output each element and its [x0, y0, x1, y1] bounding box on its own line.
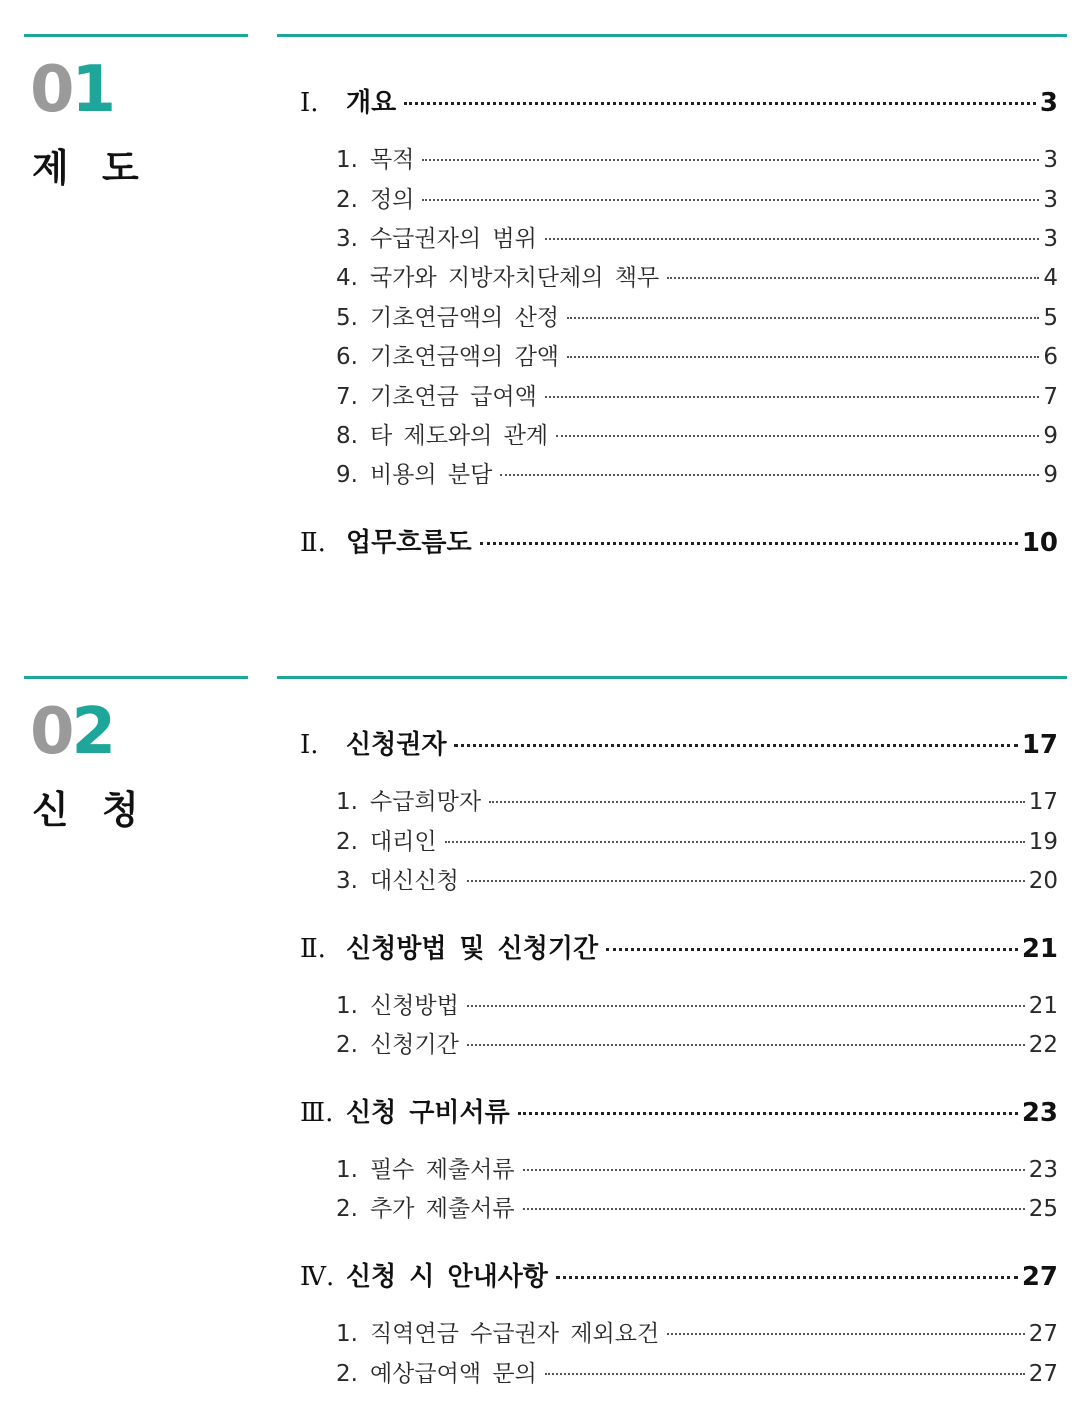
toc-entry-label: 필수 제출서류 — [369, 1157, 515, 1183]
toc-entry-page: 10 — [1021, 528, 1058, 558]
toc-entry-major[interactable] — [300, 1092, 1058, 1129]
toc-entry-number: 1. — [336, 789, 358, 815]
toc-entry-major[interactable] — [300, 724, 1058, 761]
toc-entry-number: 1. — [336, 147, 358, 173]
toc-entry-number: Ⅰ. — [300, 730, 319, 760]
chapter-title: 제 도 — [32, 146, 149, 190]
toc-entry-label: 신청방법 — [369, 993, 459, 1019]
dot-leader — [545, 1373, 1025, 1375]
toc-entry-number: 2. — [336, 1361, 358, 1387]
dot-leader — [667, 1333, 1025, 1335]
toc-entry-page: 4 — [1043, 265, 1058, 291]
toc-entry-minor[interactable] — [300, 181, 1058, 214]
toc-entry-minor[interactable] — [300, 862, 1058, 895]
toc-entry-major[interactable] — [300, 522, 1058, 559]
toc-entry-page: 5 — [1043, 305, 1058, 331]
toc-entry-minor[interactable] — [300, 1151, 1058, 1184]
dot-leader — [556, 1276, 1018, 1279]
toc-entry-label: 예상급여액 문의 — [369, 1361, 537, 1387]
chapter-number-gray: 0 — [30, 695, 72, 769]
toc-entry-number: 9. — [336, 462, 358, 488]
dot-leader — [545, 238, 1040, 240]
toc-entry-page: 7 — [1043, 384, 1058, 410]
toc-entry-page: 23 — [1028, 1157, 1058, 1183]
toc-entry-page: 17 — [1028, 789, 1058, 815]
toc-entry-label: 대신신청 — [369, 868, 459, 894]
dot-leader — [422, 199, 1039, 201]
toc-entry-label: 비용의 분담 — [369, 462, 493, 488]
chapter-rule-right — [277, 676, 1067, 679]
toc-entry-number: 3. — [336, 226, 358, 252]
chapter-number — [30, 695, 114, 769]
toc-entry-minor[interactable] — [300, 417, 1058, 450]
toc-entry-number: 7. — [336, 384, 358, 410]
chapter-number-accent: 2 — [71, 695, 114, 769]
toc-entry-minor[interactable] — [300, 141, 1058, 174]
toc-entry-label: 기초연금액의 감액 — [369, 344, 560, 370]
toc-entry-label: 직역연금 수급권자 제외요건 — [369, 1321, 660, 1347]
dot-leader — [567, 317, 1039, 319]
chapter-rule-left — [24, 676, 248, 679]
toc-entry-minor[interactable] — [300, 1315, 1058, 1348]
toc-entry-page: 25 — [1028, 1196, 1058, 1222]
dot-leader — [523, 1169, 1025, 1171]
dot-leader — [606, 948, 1018, 951]
toc-entry-minor[interactable] — [300, 220, 1058, 253]
toc-entry-minor[interactable] — [300, 378, 1058, 411]
chapter-rule-left — [24, 34, 248, 37]
dot-leader — [454, 744, 1017, 747]
dot-leader — [467, 1005, 1025, 1007]
toc-entry-number: 2. — [336, 1032, 358, 1058]
toc-entry-page: 3 — [1043, 147, 1058, 173]
toc-entry-minor[interactable] — [300, 259, 1058, 292]
toc-entry-page: 9 — [1043, 462, 1058, 488]
toc-entry-number: 6. — [336, 344, 358, 370]
toc-entry-number: 1. — [336, 1321, 358, 1347]
toc-entry-label: 신청권자 — [346, 730, 447, 760]
toc-entry-minor[interactable] — [300, 987, 1058, 1020]
toc-entry-page: 27 — [1021, 1262, 1058, 1292]
toc-entry-minor[interactable] — [300, 338, 1058, 371]
toc-entry-label: 국가와 지방자치단체의 책무 — [369, 265, 660, 291]
dot-leader — [467, 1044, 1025, 1046]
toc-entry-label: 수급희망자 — [369, 789, 482, 815]
toc-entry-label: 수급권자의 범위 — [369, 226, 537, 252]
toc-entry-number: 2. — [336, 1196, 358, 1222]
toc-entry-page: 9 — [1043, 423, 1058, 449]
toc-entry-page: 21 — [1021, 934, 1058, 964]
toc-entry-minor[interactable] — [300, 456, 1058, 489]
toc-entry-label: 기초연금액의 산정 — [369, 305, 560, 331]
toc-entry-page: 21 — [1028, 993, 1058, 1019]
toc-entry-page: 19 — [1028, 829, 1058, 855]
chapter-number-gray: 0 — [30, 53, 72, 127]
toc-entry-label: 업무흐름도 — [346, 528, 472, 558]
toc-entry-number: 1. — [336, 1157, 358, 1183]
dot-leader — [667, 277, 1039, 279]
toc-entry-page: 17 — [1021, 730, 1058, 760]
toc-entry-major[interactable] — [300, 928, 1058, 965]
chapter-number — [30, 53, 114, 127]
toc-entry-number: 5. — [336, 305, 358, 331]
toc-entry-major[interactable] — [300, 82, 1058, 119]
toc-entry-number: Ⅳ. — [300, 1262, 335, 1292]
toc-entry-page: 22 — [1028, 1032, 1058, 1058]
dot-leader — [489, 801, 1025, 803]
toc-entry-page: 6 — [1043, 344, 1058, 370]
dot-leader — [445, 841, 1025, 843]
toc-entry-minor[interactable] — [300, 1355, 1058, 1388]
toc-entry-minor[interactable] — [300, 823, 1058, 856]
dot-leader — [545, 396, 1040, 398]
toc-entry-label: 개요 — [346, 88, 397, 118]
toc-entry-label: 신청기간 — [369, 1032, 459, 1058]
dot-leader — [518, 1112, 1018, 1115]
toc-entry-label: 타 제도와의 관계 — [369, 423, 549, 449]
toc-entry-number: Ⅲ. — [300, 1098, 334, 1128]
toc-entry-page: 23 — [1021, 1098, 1058, 1128]
toc-entry-number: 2. — [336, 187, 358, 213]
dot-leader — [567, 356, 1039, 358]
toc-entry-number: 8. — [336, 423, 358, 449]
dot-leader — [500, 474, 1039, 476]
toc-entry-label: 정의 — [369, 187, 415, 213]
toc-entry-minor[interactable] — [300, 299, 1058, 332]
toc-entry-major[interactable] — [300, 1256, 1058, 1293]
chapter-number-accent: 1 — [71, 53, 114, 127]
toc-entry-number: Ⅱ. — [300, 528, 326, 558]
toc-entry-page: 27 — [1028, 1321, 1058, 1347]
toc-entry-number: 4. — [336, 265, 358, 291]
toc-entry-number: Ⅰ. — [300, 88, 319, 118]
toc-entry-page: 3 — [1043, 226, 1058, 252]
dot-leader — [556, 435, 1039, 437]
toc-entry-page: 27 — [1028, 1361, 1058, 1387]
dot-leader — [480, 542, 1018, 545]
toc-entry-page: 3 — [1043, 187, 1058, 213]
toc-entry-page: 3 — [1039, 88, 1058, 118]
toc-entry-page: 20 — [1028, 868, 1058, 894]
toc-entry-minor[interactable] — [300, 1026, 1058, 1059]
toc-entry-label: 기초연금 급여액 — [369, 384, 537, 410]
toc-entry-minor[interactable] — [300, 1190, 1058, 1223]
chapter-title: 신 청 — [32, 788, 149, 832]
toc-entry-number: Ⅱ. — [300, 934, 326, 964]
toc-entry-label: 신청 시 안내사항 — [346, 1262, 548, 1292]
chapter-rule-right — [277, 34, 1067, 37]
dot-leader — [467, 880, 1025, 882]
toc-entry-label: 신청방법 및 신청기간 — [346, 934, 599, 964]
toc-entry-label: 신청 구비서류 — [346, 1098, 510, 1128]
toc-entry-number: 1. — [336, 993, 358, 1019]
toc-entry-number: 2. — [336, 829, 358, 855]
toc-entry-label: 목적 — [369, 147, 415, 173]
dot-leader — [422, 159, 1039, 161]
toc-entry-label: 추가 제출서류 — [369, 1196, 515, 1222]
toc-entry-label: 대리인 — [369, 829, 437, 855]
dot-leader — [523, 1208, 1025, 1210]
dot-leader — [404, 102, 1036, 105]
toc-entry-number: 3. — [336, 868, 358, 894]
toc-entry-minor[interactable] — [300, 783, 1058, 816]
